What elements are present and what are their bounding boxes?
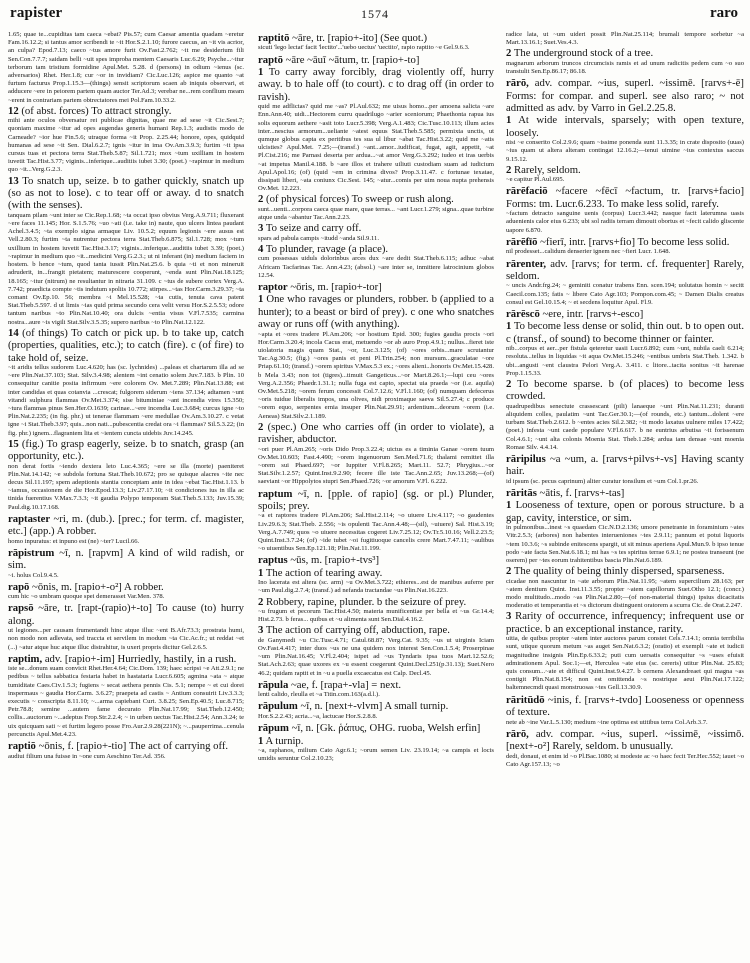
citation-block: iste se...donum suam convicit Rhet.Her.4.64; Cic.Dom. 139; haec scripsi ~e Att.2.9.1; ne pedibus ~ tellus sabbatica festaria habet in hastataria Lucr.6.605; agmina ~ata ~ atque tumiditate Caes.Civ.1.5.3; fugiens ~ secat aethera pennis Cis. 5.1; nempe ~ et cui dorei inspermaus ~ gaudia Hor.Carm. 3.6.27; praepeta ad castis ~ Antium consuirit Liv.3.3.3; executis ~ conscripta 8.11.10; ~...arma capiebant Curt. 3.8.25; Sen.Ep.40.5; Luc.8.715; Petr.78.8; semine ...autem fame decurato Plin.Nat.17.99; Stat.Theb.12.450; collis...auctorum ~...adeptus Frop.Str.2.2.4; ~ in urben uectus Tac.Hist.2.54; Ann.3.24; te uix quicquam sati ~ et furtim legero posse Fro.Aur.2.9.28(221N); ~...pauperrima...cenula percunctis Apul.Met.4.23. bbox=[8, 665, 244, 738]
dictionary-entry: raptaster ~ri, m. (dub.). [prec.; for term. cf. magister, etc.] (app.) A robber. bbox=[8, 512, 244, 538]
dictionary-entry: rāpulum ~ī, n. [next+-vlvm] A small turnip. bbox=[258, 700, 449, 713]
sense-definition: 2 Robbery, rapine, plunder. b the seizure of prey. bbox=[258, 595, 467, 608]
sense-definition: 4 To plunder, ravage (a place). bbox=[258, 242, 389, 255]
sense-definition: 1 Looseness of texture, open or porous structure. b a gap, cavity, interstice, or sim. bbox=[506, 499, 744, 524]
citation-block: ~a et raptores tradere Pl.Am.206; Sal.Hist.2.114; ~o uiuere Liv.4.117; ~o gaudentes Liv.29.6.3; Stat.Theb. 2.556; ~is opulenti Tac.Ann.4.48;—(sil), ~uiuere) Sal. Hist.3.19; Verg.A.7.749; quos ~o uiuere necessitas cogeret Liv.7.25.12; Ov.Tr.5.10.16; Vell.2.23.5; Quint.Inst.3.7.24; (of) ~ide tubet ~oi fugitiuoque cancelis crere Mart.7.47.11; ~aulibus ~o uiuentibus Sen.Ep.121.18; Plin.Nat.11.199. bbox=[258, 512, 494, 553]
citation-block: cum hic ~o umbram quoque spei demerasset Var.Men. 378. bbox=[8, 593, 165, 601]
citation-block: id ipsum (sc. pecus caprinum) aliter curatur tonsilum et ~um Col.1.pr.26. bbox=[506, 477, 699, 485]
citation-block: dedi, donaui, et enim id ~o Pl.Bac.1080; si modeste ac ~o haec fecit Ter.Hec.552; iauet ~o Cato Agr.157.13; ~o bbox=[506, 752, 744, 768]
headword: rāripilus bbox=[506, 452, 546, 465]
dictionary-entry: rārēfaciō ~facere ~fēcī ~factum, tr. [rarvs+facio] Forms: tm. Lucr.6.233. To make less solid, rarefy. bbox=[506, 185, 744, 210]
sense-definition: 13 To snatch up, seize. b to gather quickly, snatch up (so as not to lose). c to tear off or away. d to snatch (with the senses). bbox=[8, 174, 244, 212]
sense-definition: 2 To become sparse. b (of places) to become less crowded. bbox=[506, 377, 744, 403]
citation-block: audiui filium una fuisse in ~one cum Aeschino Ter.Ad. 356. bbox=[8, 752, 166, 760]
citation-block: Ino lacerata est altera (sc. arm) ~u Ov.Met.3.722; ethieres...est de manibus auferre per ~um Paul.dig.2.7.4; (transf.) ad nefanda tractandae ~us Plin.Nat.16.223. bbox=[258, 579, 494, 595]
citation-block: ~factum detracto sanguine uenis (corpus) Lucr.3.442; nasque facit laterumna uasis aduenienis calor eius 6.233; ubi sol radiis terram dimouit obortus et ~fecit calido gliscente uapore 6.870. bbox=[506, 210, 744, 234]
page-header bbox=[0, 0, 750, 30]
headword: raptum bbox=[258, 487, 293, 500]
dictionary-entry: rāripilus ~a ~um, a. [rarvs+pilvs+-vs] Having scanty hair. bbox=[506, 452, 744, 478]
dictionary-entry: rāritūdō ~inis, f. [rarvs+-tvdo] Looseness or openness of texture. bbox=[506, 693, 744, 719]
headword: rāpulum bbox=[258, 700, 298, 713]
dictionary-entry: rapsō ~āre, tr. [rapt-(rapio)+-to] To cause (to) hurry along. bbox=[8, 602, 244, 627]
citation-block: cum possessas uiduls dolorinbus arces dux ~are dedit Stat.Theb.6.115; adhuc ~abat Africam Tacfarinas Tac. Ann.4.23; (absol.) ~are inter se, inmittere latrocinium globos 12.54. bbox=[258, 255, 494, 279]
sense-definition: 2 The quality of being thinly dispersed, sparseness. bbox=[506, 565, 725, 578]
sense-definition: 1 One who ravages or plunders, robber. b (applied to a hunter); to a beast or bird of prey). c one who snatches away or runs off (with anything). bbox=[258, 293, 494, 331]
headword: rapsō bbox=[8, 602, 34, 615]
sense-definition: 3 Rarity of occurrence, infrequency; infrequent use or practice. b an exceptional instance, rarity. bbox=[506, 610, 744, 635]
running-head-right: raro bbox=[709, 5, 738, 21]
citation-block: in pulmonibus...inest ~s quaedam Cic.N.D.2.136; umore penetrante in foraminium ~ates Vitr.2.5.3; (arbores) non habentes interueniones ~tes 2.9.11; pannum et potui liquoris ~tem 10.3.6; ~s subinde enitescens spargit, ut sit minus aperiens Apul.Mun.9. b ipso tenue podo ~ate facta Sen.Nat.6.18.1; mi has ~s tes spiritus terrae 6.9.1; ne postea transeunt (ne oserem) per ~tes eorum trahitentibus bascia Plin.Nat.6.189. bbox=[506, 524, 744, 565]
headword: raptitō bbox=[258, 32, 290, 44]
dictionary-entry: rāpistrum ~ī, n. [rapvm] A kind of wild radish, or sim. bbox=[8, 546, 244, 572]
headword: rārēfaciō bbox=[506, 185, 548, 198]
headword: raptō bbox=[258, 53, 283, 66]
dictionary-entry: raptus ~ūs, m. [rapio+-tvs³] bbox=[258, 554, 380, 567]
sense-definition: 2 Rarely, seldom. bbox=[506, 163, 581, 176]
citation-block: ut legiones...per causam frumentandi hinc atque illuc ~ent B.Afr.73.3; prostrata humi, non modo non adlevata, sed traccta et servilem in modum ~ta Cic.Ac.fr.; ut reddat ~et (...) ~atur atque huc atque illuc distrahitur, is uxeri propris dicitur Gel.2.6.5. bbox=[8, 627, 244, 651]
dictionary-entry: rārenter, adv. [rarvs; for term. cf. frequenter] Rarely, seldom. bbox=[506, 257, 744, 282]
headword: rāpistrum bbox=[8, 546, 55, 559]
headword: rārēfīō bbox=[506, 235, 538, 248]
citation-block: quid me adflictas? quid me ~as? Pl.Aul.632; me uisus homo...per amoena salicta ~are Enn.Ann.40; uidi...Hectorem curru quadrilugo ~arier sceniorum; Phaethonta rapua ius solis equorum aethere ~asit toto Lucr.5.398; Verg.A.1.483; Cic.Tusc.10.113; illum acies inter...nescius armorum...ueliante ~atest equus Stat.Theb.5.585; permixta unctis, ut qumque globus capta ex peritibus tes sua ul libur ~abat Tac.Hist.3.22; quid me ~atis ulcisties? Apul.Met. 7.25;—(transf.) ~ant...amor...iudificat, fugat, agit, appetit, ~at Pl.Cist.216; me Parnasi deserta per ardua...~at amor Verg.G.3.292; iudeo et iras uerbis ~at impetus Manil.4.188. b ~are illos et trahere uiliuti custodiam suam ad iudicium Apul.Apol.16; (of) (quid ~em in crimina divos? Prop.3.11.47. c fortunae texatae, dissipati liberi, ~ata coniunx Cic.Sest. 145; ~atur...comis per uim noua nupta prehensis Ov.Met. 12.223. bbox=[258, 103, 494, 193]
sense-definition: 1 At wide intervals, sparsely; with open texture, loosely. bbox=[506, 114, 744, 139]
headword: rāritās bbox=[506, 487, 537, 499]
citation-block: nisi ~e conserito Col.2.9.6; quam ~issime ponenda sunt 11.3.35; in crate disposito (uuas) ~ius quam ut altera alteram contingat 12.16.2;—tenui uimine ~ius contextus saccus 9.15.12. bbox=[506, 139, 744, 163]
citation-block: radice lata, ut ~um uideri possit Plin.Nat.25.114; brumali tempore sorbetur ~a Mart.13.16.1; Suet.Ves.4.3. bbox=[506, 31, 744, 47]
dictionary-entry: rapō ~ōnis, m. [rapio+-o²] A robber. bbox=[8, 580, 164, 593]
headword: rāpum bbox=[258, 722, 289, 735]
sense-definition: 2 (spec.) One who carries off (in order to violate), a ravisher, abductor. bbox=[258, 420, 494, 446]
headword: rārō, bbox=[506, 77, 529, 90]
dictionary-entry: rārō, adv. compar. ~ius, superl. ~issimē, ~issimō. [next+-o²] Rarely, seldom. b unusually. bbox=[506, 727, 744, 753]
citation-block: de Ganymedi ~u Cic.Tusc.4.71; Catul.68.87; Verg.Cat. 9.35; ~us ut uirginis Iciam Ov.Fast.4.417; inter duos ~us ne una quidem nox interest Sen.Con.1.5.4; Proserpinae ~um Plin.Nat.16.45; V.Fl.2.404; istpet ad ~us Tyndaris ipsa tuos Mart.12.52.6; Stat.Ach.2.63; quae uxores ex ~u essent coegerunt Quint.Decl.251(p.31.13); Suet.Nero 46.2; quidam raptit et in ~u a puella excaecatus est Calp. Decl.45. bbox=[258, 636, 494, 677]
citation-block: ~u frugum et pecorum Tac.Hist.4.50; materia munificentiae per bella et ~us Gr.14.4; Hist.2.73. b feras... quibus et ~u alimenta sunt Sen.Dial.4.16.2. bbox=[258, 608, 494, 624]
citation-block: lenti calido, rleulla et ~a Titin.com.163(a.d.l.). bbox=[258, 691, 380, 699]
citation-block: magnarum arborum truncos circumcisis ramis et ad unum radicitis pedem cum ~o suo transtulit Sen.Ep.86.17; 86.18. bbox=[506, 59, 744, 76]
dictionary-entry: rārēfīō ~fierī, intr. [rarvs+fio] To become less solid. bbox=[506, 235, 730, 248]
dictionary-entry: rārō, adv. compar. ~ius, superl. ~issimē. [rarvs+-ē] Forms: for compar. and superl. see also raro; ~ not admitted as adv. by Varro in Gel.2.25.8. bbox=[506, 77, 744, 115]
dictionary-entry: raptiō ~ōnis, f. [rapio+-tio] The act of carrying off. bbox=[8, 740, 229, 753]
headword: raptor bbox=[258, 280, 288, 293]
sense-definition: 15 (fig.) To grasp eagerly, seize. b to snatch, grasp (an opportunity, etc.). bbox=[8, 437, 244, 463]
headword: rāpula bbox=[258, 678, 289, 691]
sense-definition: 1 To become less dense or solid, thin out. b to open out. c (transf., of sound) to become thinner or fainter. bbox=[506, 320, 744, 345]
citation-block: tanquam pilam ~unt inter se Cic.Rep.1.68; ~ta occat ipso obvius Verg.A.9.711; fluxerant ~ere faces 11.145; Hor. S.1.5.76; ~uo ~ati (i.e. take in) naute, quo ulcers lintea paudant Achel.3.4.5; ~ta exemplo signa armaque Liv. 10.5.2; equum legionis ~ere ausus est Vell.2.80.3; furtim ~ta nutrentur pectora terra Stat.Theb.6.875; Sil.1.728; mox ~tum uxillium in hostem iuvetit Tac.Hist.3.17; viginis...inferique...auditiis iubet 3.39; (poet.) ~rapimur in medium quo ~it...medicini Verg.G.2.3.; ut ni inferant (in) medium faciem in hostem. b hence ~tum, quod tanta iussit Plin.Nat.25.6. b quia ~ti et non mineruit adruderit, in...frangit pietatem; maturescere cooperunt, ~enda sunt Plin.Nat.18.125; 18.165; ~itur (nitrum) ne resultantur in nitraria 31.109. c ~tus de subere cortex Verg.A. 7.742; praedicta compte ~tis indutum spoliis 10.772; stirpes...~tas Hor.Carm.3.29.37; ~ta comant Ov.Ep.10. 56; membra ~i Mel.15.528; ~ta cutis, tenuia cava patent Stat.Theb.5.597. d ut limis ~ias quid prima secundo cera velit versu Hor.S.2.5.53; odore tantum naribus ~to Plin.Nat.10.40; ora dulcis ~entia visus V.Fl.7.535; carmina nostra...aure ~is vigili Stat.Silv.3.5.35; supero naribus ~to Plin.Nat.12.122. bbox=[8, 211, 244, 326]
dictionary-entry: rāpum ~ī, n. [Gk. ῥάπυς, OHG. ruoba, Welsh erfin] bbox=[258, 722, 481, 735]
citation-block: cicadae non nascuntur in ~ate arborum Plin.Nat.11.95; ~atem supercilium 28.163; per ~atem dentium Quint. Inst.11.3.55; propter ~atem capillorum Suet.Otho 12.1; (concr.) modo multitudo...modo ~as Plin.Nat.2.80;—(of non-material things) ipsius dicacitatis moderatio et temperantia et ~s dictorum distinguent oratorem a scurra Cic. de Orat.2.247. bbox=[506, 577, 744, 610]
column-middle bbox=[258, 31, 494, 956]
citation-block: ~ori puer Pl.Am.265; ~oris Dido Prop.3.22.4; uictus es a timinia Ganae ~orem tuum Ov.Met.10.603; Fast.4.490; ~orem ingenuorum Sen.Med.71.6; thalami remittet illa ~orem sui Phaed.697; ~or Iuppiter V.Fl.8.265; Mart.11. 52.7; Phrygius...~or Stat.Silv.1.2.57; Quint.Inst.9.2.90; fecere ille iste Tac.Ann.2.65; Juv.13.268;—(of) saeviant ~or Hippolytos stupri Sen.Phaed.726; ~or amorum V.Fl. 6.222. bbox=[258, 445, 494, 486]
citation-block: mihi ante oculos obversatur rei publicae dignitas, quae me ad sese ~it Cic.Sest.7; quoniam maxime ~itur ad opes augendas generis humani Rep.1.3; audistis modo de Carneade? ~ior hue Fin.5.6; utraque forma ~it Prop. 2.25.44; honore, opes, quidquid humanas ad sese ~it Sen. Dial.6.2.7; ignis ~itur in ima Ov.Am.3.9.3; furtim ~it ipsa cursus tuas et pectora terra Stat.Theb.5.87; Sil.1.721; mox ~tum uxilliam in hostem iuvetit Tac.Hist.3.77; viginis...inferique...auditiis iubet 3.30; (poet.) ~rapimur in medium quo ~it...Verg.G.2.3. bbox=[8, 117, 244, 174]
column-left bbox=[8, 31, 244, 956]
citation-block: Hor.S.2.2.43; acria...~a, lactucae Hor.S.2.8.8. bbox=[258, 712, 378, 720]
headword: rapō bbox=[8, 580, 30, 593]
dictionary-entry: rāpula ~ae, f. [rapa+-vla] = next. bbox=[258, 678, 402, 691]
citation-block: ~apta et ~ores tradere Pl.Am.206; ~or hostium Epid. 300; fugies gaudia procis ~ori Hor.Carm.3.20.4; incola Cacus erat, metuendo ~or ab auro Prop.4.9.1; nullus...fieret iste uiolatoria magis quam Stat., ~or, Luc.3.125; (of) ~ores orbis...mare scrutantur Tac.Ag.30.5; (fig.) ~ores panis et peni Pl.Trin.254; non mursum...graculatae ~ore Priap.61.10; (transf.) ~orem spiritus V.Max.5.3 ex.; ~ores alieni...honoris Ov.Met.15.428. b Mela 3.43; non tot (tigres)...timuit Gangeticus...~or Mart.8.26.1;—lupi ceu ~ores Verg.A.2.356; Phaedr.1.31.1; nulla fuga est capto, spectat uia praeda ~or (i.e. aquila) Ov.Met.5.218; ~orem ferum concessit Col.7.12.6; V.Fl.1.160; (of) numquam defecerus ~oris tuidue liberalis impos, una olives, nidi proximaque saeva Sil.5.27.4; c produce ~orem equo, serpentes ernia insuper Plin.Nat.29.91; ardentium...deorum ~orem (i.e. Aeneas) Stat.Silv.2.1.189. bbox=[258, 330, 494, 420]
headword: raptim, bbox=[8, 652, 43, 665]
dictionary-entry: rāritās ~ātis, f. [rarvs+-tas] bbox=[506, 487, 625, 499]
headword: rāritūdō bbox=[506, 693, 545, 706]
sense-definition: 3 The action of carrying off, abduction, rape. bbox=[258, 624, 450, 637]
sense-definition: 12 (of abst. forces) To attract strongly. bbox=[8, 104, 172, 117]
citation-block: ~i. holus Col.9.4.5. bbox=[8, 571, 59, 579]
citation-block: spars ad pabula campis ~itudd ~anda Sil.9.11. bbox=[258, 234, 379, 242]
citation-block: quadrupedibus senectute crassescant (pili) lanaeque ~unt Plin.Nat.11.231; duranti aliquidem colles, paulatim ~unt Tac.Ger.30.1;—(of rounds, etc.) tantum...dolent ~ere turbam Stat.Theb.2.612. b ~entes acies Sil.2.382; ~it modo laxatus uulnere miles 17.422; (poet.) infesta ~unt caede populare V.Fl.6.617. b ne euntrius arbutisa ~it forissenum Col.4.6.1; ~unt alta colonis Moenia Stat. Theb.1.284; ardua iam densae ~unt moenia Romae Silv. 4.4.14. bbox=[506, 402, 744, 451]
headword: raptus bbox=[258, 554, 288, 567]
sense-definition: 2 The underground stock of a tree. bbox=[506, 47, 654, 60]
citation-block: uitia, de quibus propter ~atem inter auctores parum constet Cels.7.14.1; omnia terribilia sunt, utique quorum metum ~as auget Sen.Nat.6.3.2; (oratio) et exempli ~ate et iudicii magnitudine insignis Plin.Ep.6.33.2; puti cum uersatis consequitur ~s ~uses efuisit admirationem Apul. Soc.1;—et, Herculea ~ate eius (sc. cereris) utitur Plin.Nat. 25.83; quis consum...~ate et difficul Quint.Inst.9.4.27. b cernens Alexandreaet qui magna ~as contigit Plin.Nat.8.154; non est omittenda ~s nostrique aeui Plin.Nat.17.122; baltemnecmdi quasi monstruosas ~tes Gell.13.30.9. bbox=[506, 635, 744, 692]
dictionary-entry: rārēscō ~ere, intr. [rarvs+-esco] bbox=[506, 307, 644, 320]
dictionary-entry: raptum ~ī, n. [pple. of rapio] (sg. or pl.) Plunder, spoils; prey. bbox=[258, 487, 494, 512]
dictionary-entry: raptitō ~āre, tr. [rapio+-ito] (See quot.) bbox=[258, 32, 428, 44]
sense-definition: 2 (of physical forces) To sweep or rush along. bbox=[258, 193, 454, 206]
citation-block: 1.65; quae te...cupiditas tam caeca ~ebat? Pis.57; cum Caesar amentia quadam ~eretur Fam.16.12.2; si tantus amor scribendi te ~it Hor.S.2.1.10; furore caecus, an ~it vis acrior, an culpa? Epod.7.13; caeco ~tus amore furit Ov.Fast.2.762; ~it me desiderium fili Sen.Con.7.7.7; saidam belli ~uit spes improba mentem Caesaris Luc.6.29; Psyche...~itur terborum tam tristium formidine Apul.Met. 5.28. d (persons) in odium ~ienus (sc. adversarios) Rhet. Her.1.8; cur ~or in invidiam? Cic.Luc.126; aspice me quanto ~at furtum facturus Prop.1.15.3—(things) sensit scriptorum scaen ab iniquis observari, et adducere ~ere in peiorem partem quam auctor Ter.Ad.3; verebar ne...rem conflium meam ~erent in contrariam partem obtrectatores mei Pol.Fam.10.33.2. bbox=[8, 31, 244, 104]
citation-block: sicuti 'lego lectat' facit 'lectito'...'uebo uectus' 'uectito', rapio raptito ~e Gel.9.6.3. bbox=[258, 44, 470, 52]
citation-block: ~ uncis Andr.frg.24; ~ geminiti conatur trabens Enn. scen.194; uolutatus homin ~ secitt Caecil.com.135; fatis ~ libere Cato Agr.103; Pompon.com.45; ~ Damen Dialis creatus consul est Gel.10.15.4; ~ et secdens loquitur Apul. Fl.9. bbox=[506, 282, 744, 306]
headword: raptiō bbox=[8, 740, 36, 753]
headword: raptaster bbox=[8, 512, 51, 525]
column-right bbox=[506, 31, 744, 956]
citation-block: homo inpuratus: et inpuno est (ne) ~ter? Lucil.66. bbox=[8, 537, 140, 545]
sense-definition: 1 The action of tearing away. bbox=[258, 566, 383, 579]
citation-block: sunt...uenti...corpora caeca quae mare, quae terras... ~ant Lucr.1.279; signa...quae turbine atque unda ~abantur Tac.Ann.2.23. bbox=[258, 205, 494, 222]
dictionary-entry: raptō ~āre ~āuī ~ātum, tr. [rapio+-to] bbox=[258, 53, 420, 66]
sense-definition: 14 (of things) To catch or pick up. b to take up, catch (properties, qualities, etc.); to catch (fire). c (of fire) to take hold of, seize. bbox=[8, 326, 244, 364]
headword: rārēscō bbox=[506, 307, 540, 320]
running-head-left: rapister bbox=[10, 5, 63, 21]
citation-block: ~e capitur Pl.Aul.695. bbox=[506, 176, 565, 184]
page-number: 1574 bbox=[361, 7, 389, 21]
dictionary-entry: raptor ~ōris, m. [rapio+-tor] bbox=[258, 280, 382, 293]
headword: rārenter, bbox=[506, 257, 547, 270]
citation-block: nete ab ~ine Var.L.5.130; medium ~ine optima est utitibus terra Col.Arb.3.7. bbox=[506, 718, 708, 726]
sense-definition: 1 To carry away forcibly, drag violently off, hurry away. b to hale off (to court). c to drag off (in order to ravish). bbox=[258, 66, 494, 103]
citation-block: ~it aridis tellus sudorem Luc.4.620; has (sc. lychnides) ...paleas et chartarum illa ad se ~ere Plin.Nat.37.103; Stat. Silv.3.4.98; alentem ~int cenatio solem Juv.7.183. b Plin. 10 consequitur canitie posita infirmum ~ere colorem Ov. Met.7.289; Plin.Nat.13.88; est inter candidas et quas cotanvia ...crescat; fulgorem siderum ~iens 37.134; adtamen ~unt vitandi sulphura flammas Ov.Met.3.374; sise bituminiae ~ant incendia vires 15.350; ~tura flammas pinus Sen.Her.O.1639; carinae...~ere incendia Luc.3.684; curcus igne ~to Plin.Nat.2.235; (in fig. phr.) ut tenerae flammam ~ere medullae Ov.Am.3.10.27. c vetat igne ~i Stat.Theb.3.97; quis...non nati...pubescentia credat ora ~i flammas? Sil.5.3.22; (in fig. phr.) ignem...flagrantem lita et ~ientem cuncta uidebis Juv.14.245. bbox=[8, 363, 244, 437]
citation-block: non derat fortis ~iendo dextera leto Luc.4.365; ~ere se illa (morte) paeniteret Plin.Nat.14.142; ~e subdola fortuna Stat.Theb.10.672; pro se quisque alacres ~ite nec decus Sil.11.197; spem adeptionis stantia conceptam ante in idea ~ebat Tac.Hist.1.13. b ~iamus, occasionem de die Hor.Epod.13.3; Liv.27.17.10; ~it condiciones ius in illa ac tinida fuerentius V.Max.7.3.3; ~it gaudia Polypo temporam Stat.Theb.5.133; Juv.15.39; Paul.dig.10.17.168. bbox=[8, 462, 244, 511]
headword: rārō, bbox=[506, 727, 529, 740]
citation-block: nil prodesset...calidum denserier ignem nec ~fieri Lucr. 1.648. bbox=[506, 248, 671, 256]
sense-definition: 1 A turnip. bbox=[258, 734, 304, 747]
sense-definition: 3 To seize and carry off. bbox=[258, 222, 362, 235]
citation-block: nib...corpus et aer...per fistula qeteretur uasii Lucr.6.892; cum ~unt, nubila caeli 6.214; resoluta...tellus in liquidas ~it aqua Ov.Met.15.246; ~entibus umbris Stat.Theb. 1.342. b ubi...angusti ~ent claustra Pelori Verg.A. 3.411. c litore...tacita sonitus ~it harenae Prop.1.15.33. bbox=[506, 345, 744, 377]
citation-block: ~a, raphanos, milium Cato Agr.6.1; ~orum semen Liv. 23.19.14; ~a campis et locis umidis seruntur Col.2.10.23; bbox=[258, 746, 494, 763]
dictionary-entry: raptim, adv. [rapio+-im] Hurriedly, hastily, in a rush. bbox=[8, 652, 237, 665]
